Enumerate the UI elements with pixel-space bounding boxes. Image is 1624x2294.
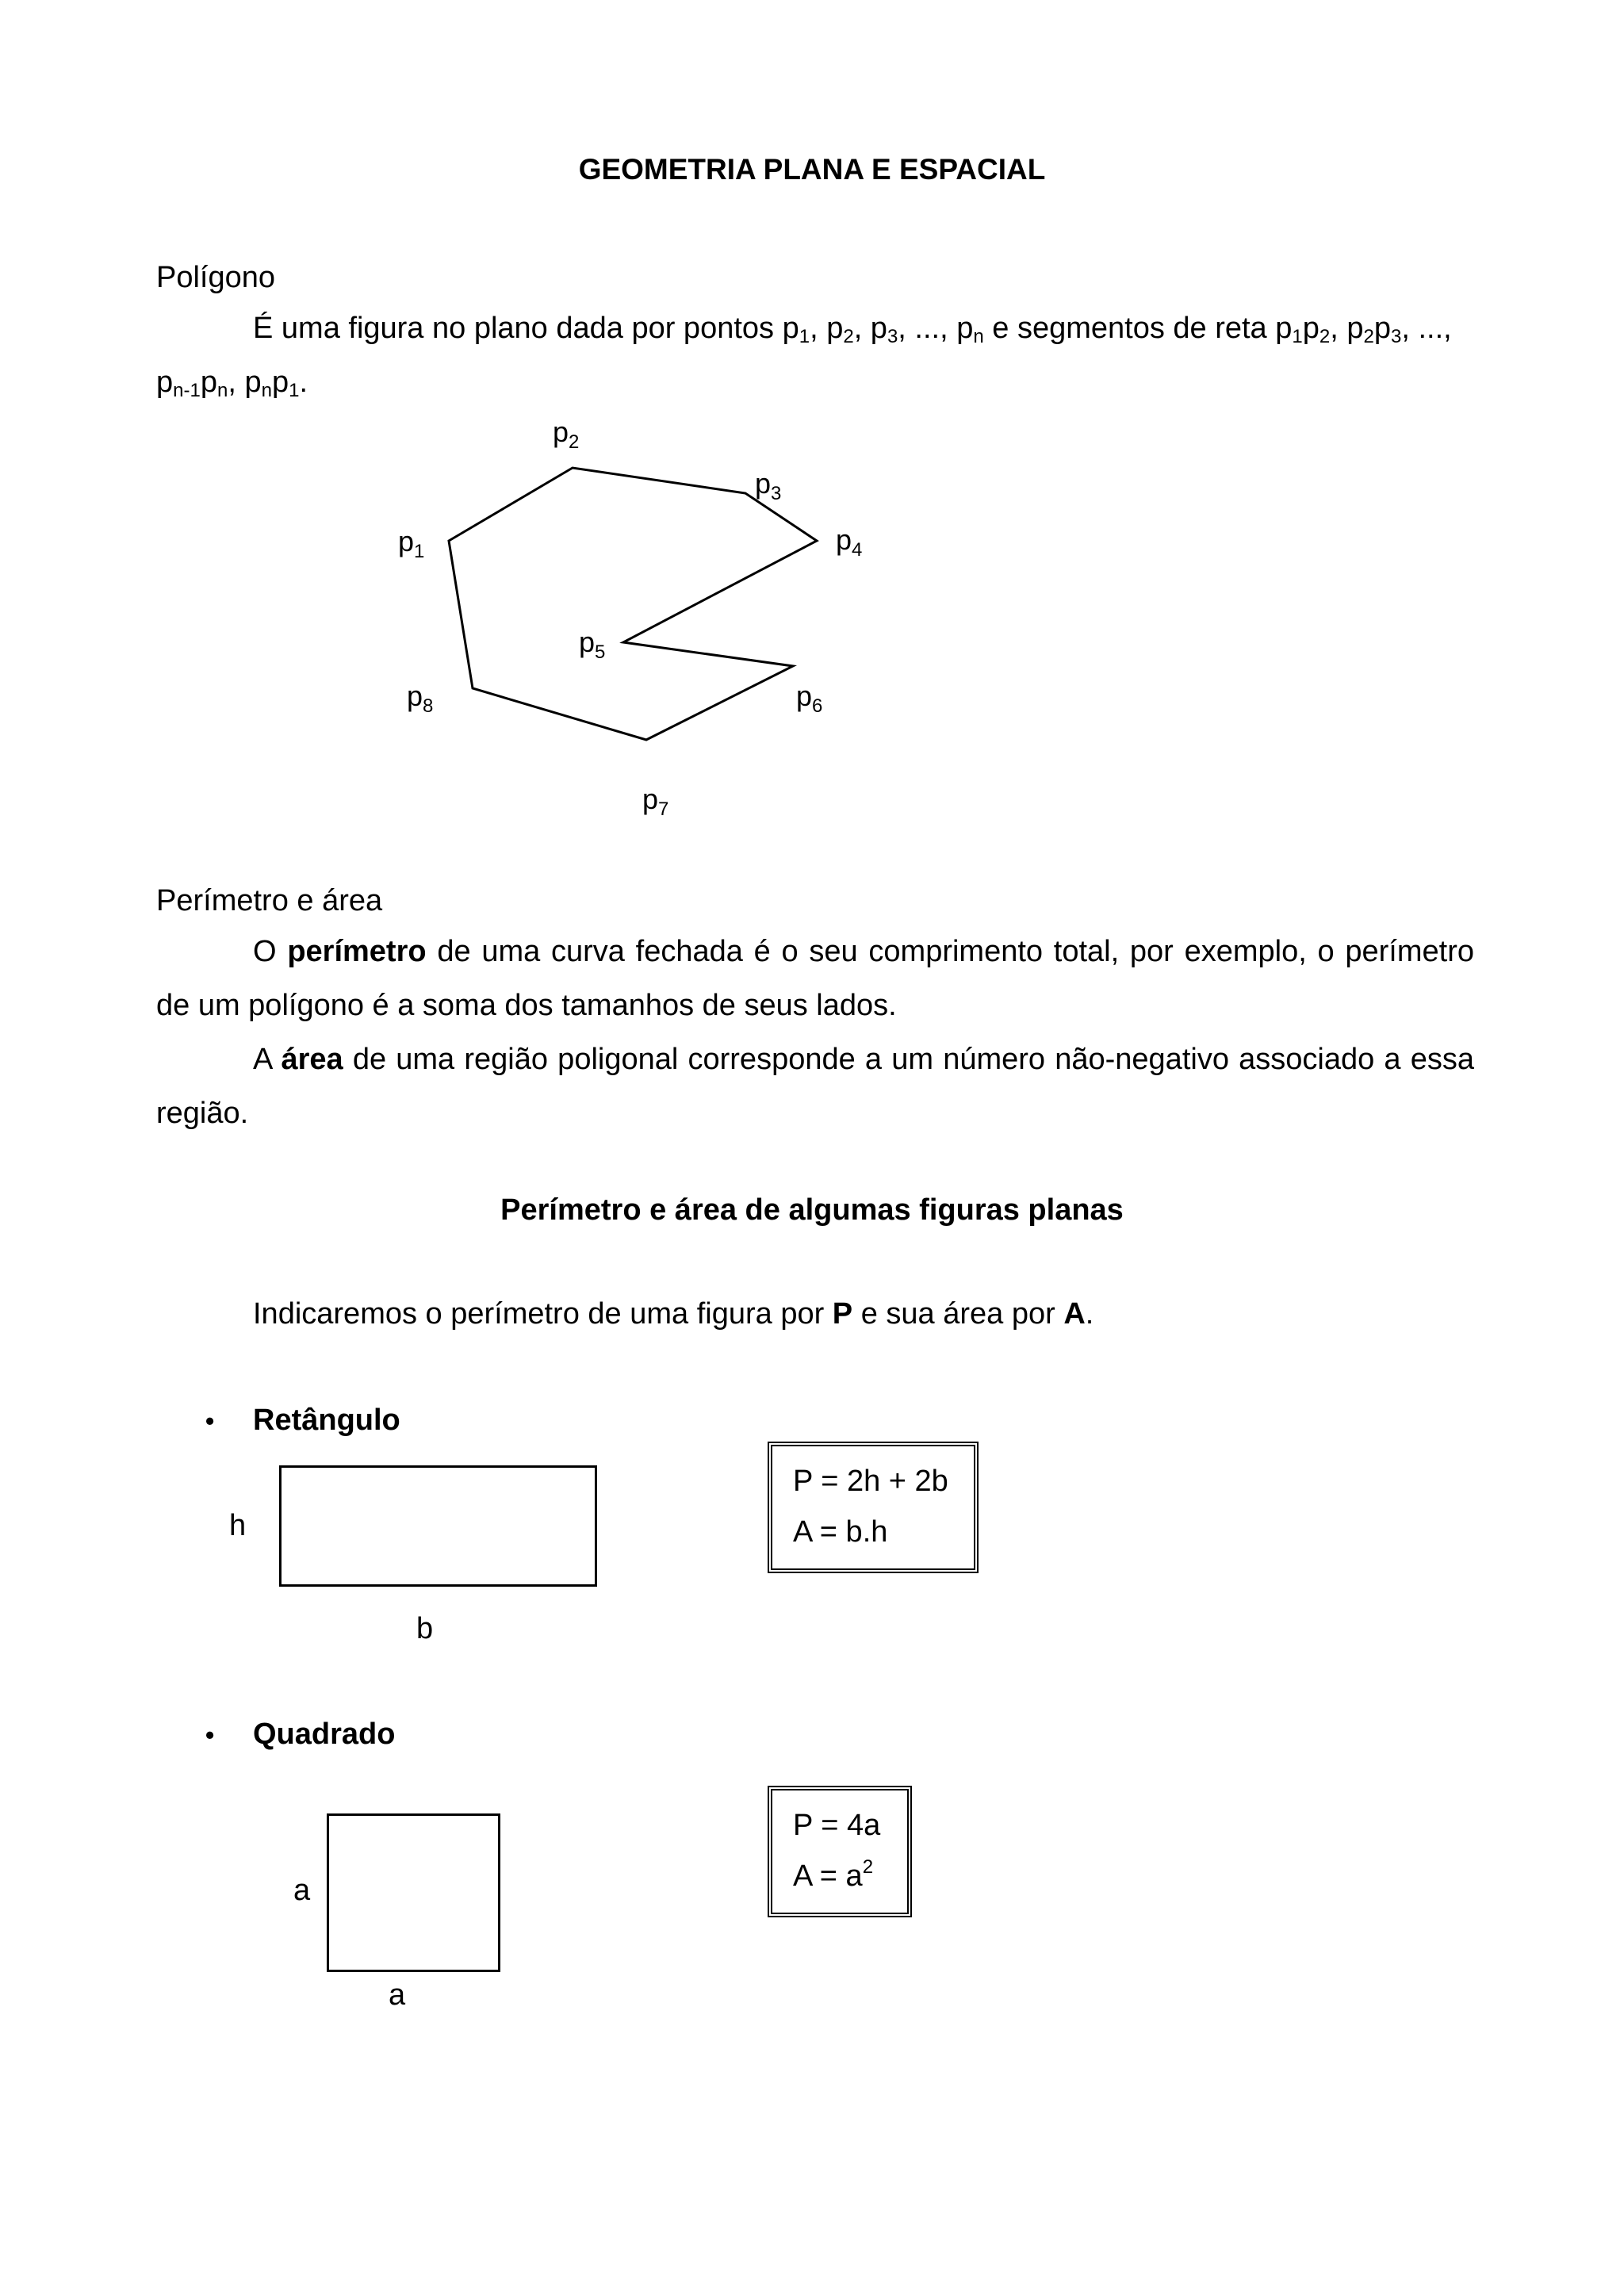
notation-intro: Indicaremos o perímetro de uma figura por P e sua área por A. — [253, 1297, 1094, 1331]
vertex-label-p4: $p_4$ — [836, 523, 863, 561]
square-side-label-left: a — [293, 1874, 311, 1907]
vertex-label-p2: $p_2$ — [553, 416, 580, 453]
bullet-dot: • — [205, 1407, 215, 1435]
shape-name-retangulo: Retângulo — [253, 1404, 400, 1437]
polygon-shape — [449, 468, 817, 740]
section-heading-poligono: Polígono — [156, 261, 276, 294]
polygon-figure — [0, 0, 1624, 872]
vertex-label-p1: $p_1$ — [398, 525, 425, 562]
vertex-label-p6: $p_6$ — [796, 680, 823, 717]
bullet-retangulo — [205, 1402, 400, 1439]
rectangle-figure — [279, 1465, 597, 1587]
polygon-definition: É uma figura no plano dada por pontos $p_1$, $p_2$, $p_3$, ..., $p_n$ e segmentos de reta $p_1p_2$, $p_2p_3$, ..., $p_{n-1}p_n$, $p_np_1$. — [156, 312, 1452, 401]
vertex-label-p8: $p_8$ — [407, 680, 434, 717]
bullet-dot: • — [205, 1721, 215, 1749]
rectangle-formula-box — [768, 1442, 979, 1573]
square-side-label-bottom: a — [389, 1978, 406, 2012]
vertex-label-p5: $p_5$ — [579, 626, 606, 663]
perimeter-definition: O perímetro de uma curva fechada é o seu comprimento total, por exemplo, o perímetro de um polígono é a soma dos tamanhos de seus lados. — [156, 935, 1474, 1022]
shape-name-quadrado: Quadrado — [253, 1718, 396, 1751]
rectangle-base-label: b — [416, 1612, 434, 1645]
section-heading-perimetro-area: Perímetro e área — [156, 884, 383, 917]
square-formula-box — [768, 1786, 912, 1917]
square-area-formula: $A = a^2$ — [793, 1856, 874, 1893]
vertex-label-p3: $p_3$ — [755, 467, 782, 504]
rectangle-height-label: h — [229, 1509, 247, 1542]
page-title: GEOMETRIA PLANA E ESPACIAL — [578, 153, 1046, 186]
section-subtitle: Perímetro e área de algumas figuras planas — [500, 1193, 1124, 1227]
area-definition: A área de uma região poligonal corresponde a um número não-negativo associado a essa região. — [156, 1043, 1475, 1130]
rectangle-perimeter-formula: P = 2h + 2b — [793, 1465, 948, 1498]
vertex-label-p7: $p_7$ — [642, 783, 669, 820]
square-figure — [327, 1813, 500, 1972]
rectangle-area-formula: A = b.h — [793, 1515, 888, 1549]
bullet-quadrado — [205, 1716, 395, 1753]
square-perimeter-formula: P = 4a — [793, 1809, 881, 1842]
